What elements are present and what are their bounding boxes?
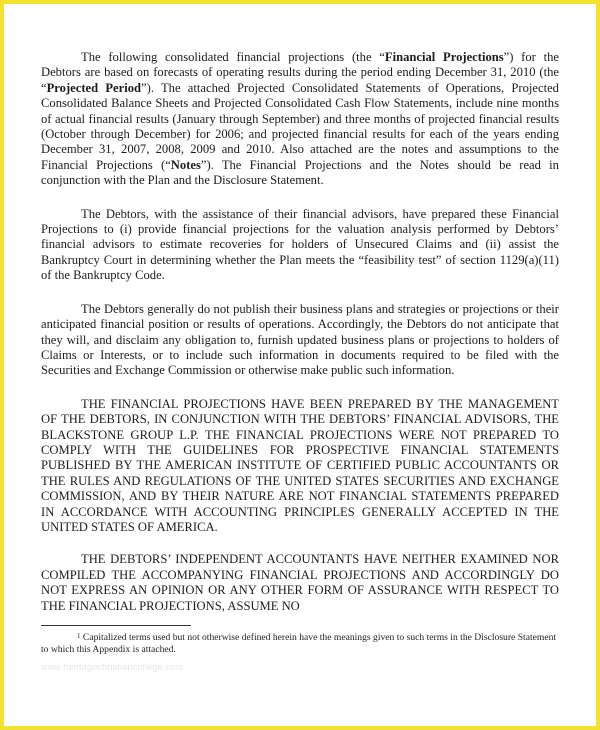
footnote-divider xyxy=(41,625,191,626)
defined-term-notes: Notes xyxy=(170,157,201,172)
text-run: ”). The Financial Projections and the Notes should be read in conjunction with the Plan and the Disclosure Statement. xyxy=(41,157,559,188)
document-page xyxy=(4,4,596,726)
text-run: ”). The attached Projected Consolidated Statements of Operations, Projected Consolidated Balance Sheets and Projected Consolidated Cash Flow Statements, include nine months of actual financial results (January through September) and three months of projected financial results (October through December) for 2006; and projected financial results for each of the years ending December 31, 2007, 2008, 2009 and 2010. Also attached are the notes and assumptions to the Financial Projections (“ xyxy=(41,80,559,172)
paragraph-disclaimer-preparation: THE FINANCIAL PROJECTIONS HAVE BEEN PREPARED BY THE MANAGEMENT OF THE DEBTORS, IN CONJUNCTION WITH THE DEBTORS’ FINANCIAL ADVISORS, THE BLACKSTONE GROUP L.P. THE FINANCIAL PROJECTIONS WERE NOT PREPARED TO COMPLY WITH THE GUIDELINES FOR PROSPECTIVE FINANCIAL STATEMENTS PUBLISHED BY THE AMERICAN INSTITUTE OF CERTIFIED PUBLIC ACCOUNTANTS OR THE RULES AND REGULATIONS OF THE UNITED STATES SECURITIES AND EXCHANGE COMMISSION, AND BY THEIR NATURE ARE NOT FINANCIAL STATEMENTS PREPARED IN ACCORDANCE WITH ACCOUNTING PRINCIPLES GENERALLY ACCEPTED IN THE UNITED STATES OF AMERICA. xyxy=(41,396,559,534)
paragraph-financial-projections xyxy=(41,50,559,189)
paragraph-no-publication: The Debtors generally do not publish their business plans and strategies or projections or their anticipated financial position or results of operations. Accordingly, the Debtors do not anticipate that they will, and disclaim any obligation to, furnish updated business plans or projections to holders of Claims or Interests, or to include such information in documents required to be filed with the Securities and Exchange Commission or otherwise make public such information. xyxy=(41,301,559,378)
footnote-marker: 1 xyxy=(77,632,81,640)
defined-term-financial-projections: Financial Projections xyxy=(384,50,504,64)
footnote-text: Capitalized terms used but not otherwise defined herein have the meanings given to such terms in the Disclosure Statement to which this Appendix is attached. xyxy=(41,632,557,655)
text-run: The following consolidated financial projections (the “ xyxy=(81,50,385,64)
footnote xyxy=(41,632,559,656)
paragraph-purpose: The Debtors, with the assistance of their financial advisors, have prepared these Financial Projections to (i) provide financial projections for the valuation analysis performed by Debtors’ financial advisors to estimate recoveries for holders of Unsecured Claims and (ii) assist the Bankruptcy Court in determining whether the Plan meets the “feasibility test” of section 1129(a)(11) of the Bankruptcy Code. xyxy=(41,206,559,283)
text-run: ”) for the Debtors are based on forecasts of operating results during the period ending December 31, 2010 (the “ xyxy=(41,50,559,95)
paragraph-disclaimer-accountants: THE DEBTORS’ INDEPENDENT ACCOUNTANTS HAVE NEITHER EXAMINED NOR COMPILED THE ACCOMPANYING FINANCIAL PROJECTIONS AND ACCORDINGLY DO NOT EXPRESS AN OPINION OR ANY OTHER FORM OF ASSURANCE WITH RESPECT TO THE FINANCIAL PROJECTIONS, ASSUME NO xyxy=(41,552,559,613)
watermark: www.heritagechristiancollege.com xyxy=(41,662,183,672)
defined-term-projected-period: Projected Period xyxy=(46,80,142,95)
